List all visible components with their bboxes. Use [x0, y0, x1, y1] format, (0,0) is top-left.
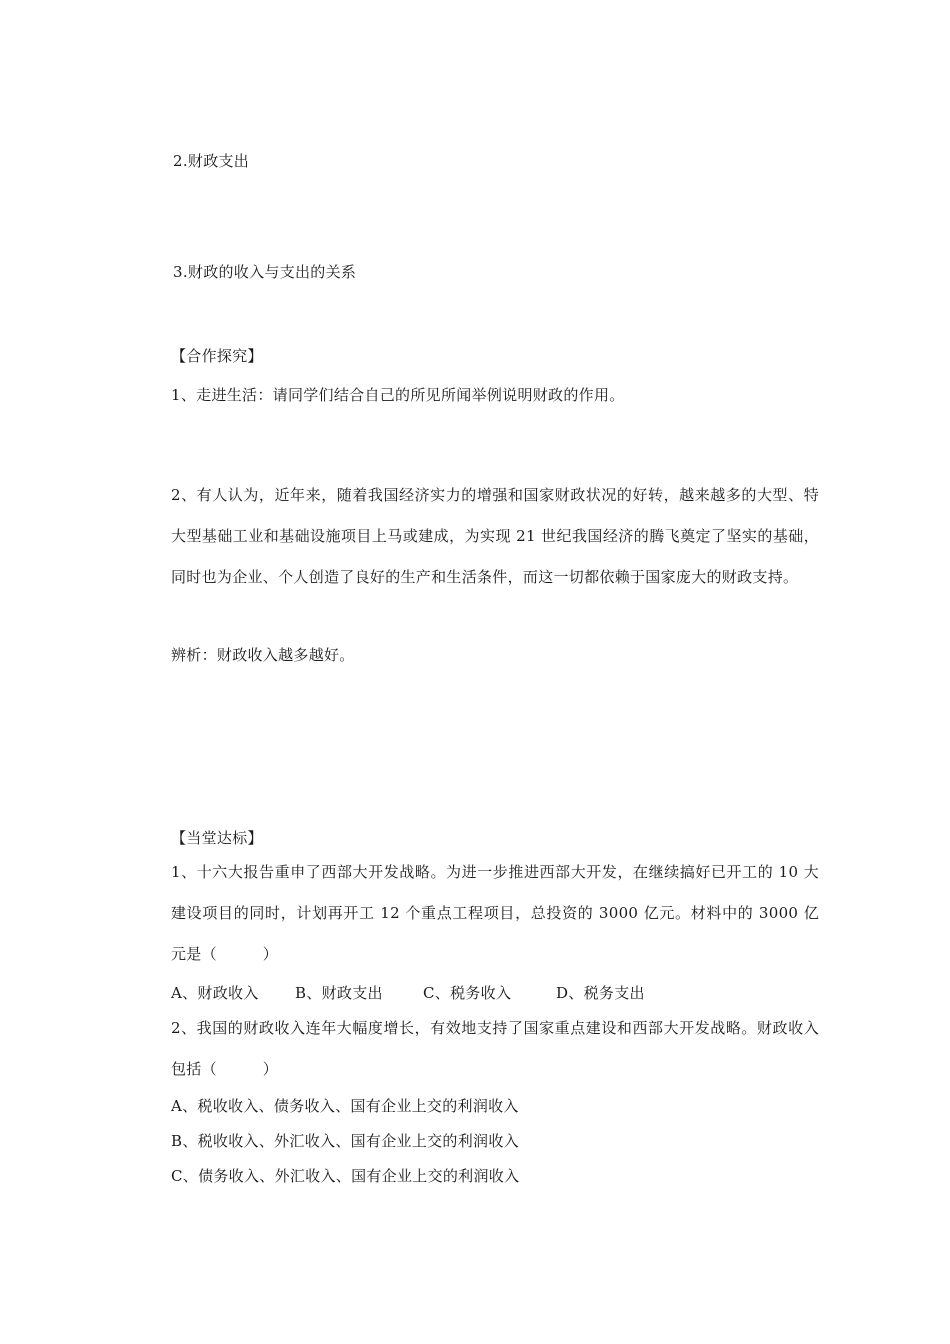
- mc1-option-c: C、税务收入: [423, 984, 512, 1002]
- mc2-option-a: A、税收收入、债务收入、国有企业上交的利润收入: [171, 1097, 519, 1115]
- section-item-3: 3.财政的收入与支出的关系: [173, 263, 357, 281]
- mc1-option-a: A、财政收入: [171, 984, 259, 1002]
- mc1-option-b: B、财政支出: [295, 984, 383, 1002]
- mc2-option-b: B、税收收入、外汇收入、国有企业上交的利润收入: [171, 1132, 519, 1150]
- mc2-option-c: C、债务收入、外汇收入、国有企业上交的利润收入: [171, 1167, 520, 1185]
- mc1-options: [171, 983, 645, 1003]
- section-item-2: 2.财政支出: [173, 152, 250, 170]
- mc1-stem: 1、十六大报告重申了西部大开发战略。为进一步推进西部大开发，在继续搞好已开工的 10 大建设项目的同时，计划再开工 12 个重点工程项目，总投资的 3000 亿元。材料中的 3000 亿元是（ ）: [171, 863, 819, 963]
- question-2-analysis: 辨析：财政收入越多越好。: [171, 646, 355, 664]
- question-1: 1、走进生活：请同学们结合自己的所见所闻举例说明财政的作用。: [171, 386, 625, 404]
- cooperative-header: 【合作探究】: [171, 347, 263, 365]
- question-2: 2、有人认为，近年来，随着我国经济实力的增强和国家财政状况的好转，越来越多的大型、特大型基础工业和基础设施项目上马或建成，为实现 21 世纪我国经济的腾飞奠定了坚实的基础，同时也为企业、个人创造了良好的生产和生活条件，而这一切都依赖于国家庞大的财政支持。: [171, 486, 819, 586]
- mc1-option-d: D、税务支出: [556, 984, 645, 1002]
- mc2-stem: 2、我国的财政收入连年大幅度增长，有效地支持了国家重点建设和西部大开发战略。财政收入包括（ ）: [171, 1019, 819, 1078]
- practice-header: 【当堂达标】: [171, 829, 263, 847]
